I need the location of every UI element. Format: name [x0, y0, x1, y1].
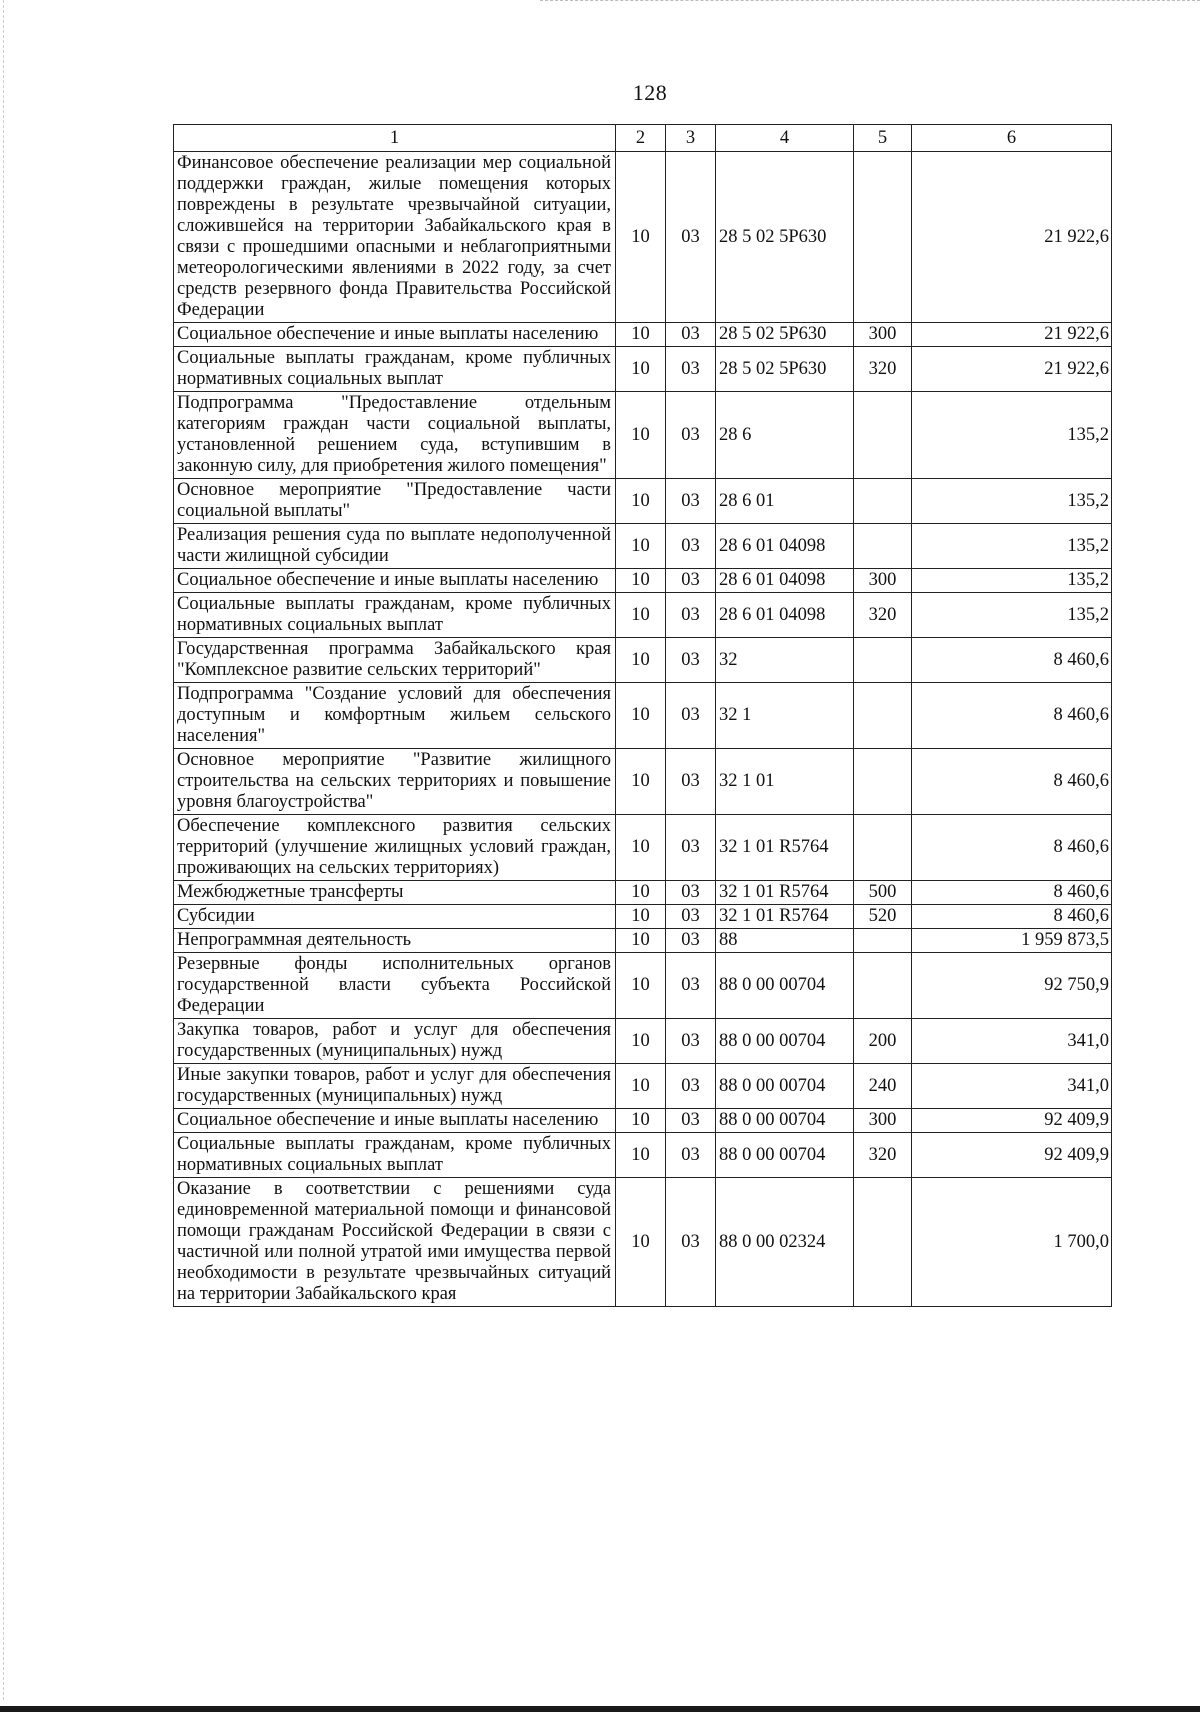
table-row [174, 638, 1112, 683]
row-name-cell: Финансовое обеспечение реализации мер социальной поддержки граждан, жилые помещения которых повреждены в результате чрезвычайной ситуации, сложившейся на территории Забайкальского края в связи с прошедшими опасными и неблагоприятными метеорологическими явлениями в 2022 году, за счет средств резервного фонда Правительства Российской Федерации [174, 152, 616, 323]
row-amount-cell: 8 460,6 [912, 905, 1112, 929]
row-expense-type-cell: 300 [854, 323, 912, 347]
table-row [174, 593, 1112, 638]
row-target-article-cell: 88 0 00 02324 [716, 1178, 854, 1307]
row-subsection-cell: 03 [666, 1064, 716, 1109]
row-expense-type-cell [854, 524, 912, 569]
row-name-cell: Социальные выплаты гражданам, кроме публичных нормативных социальных выплат [174, 1133, 616, 1178]
row-name-cell: Непрограммная деятельность [174, 929, 616, 953]
row-amount-cell: 92 409,9 [912, 1133, 1112, 1178]
row-name-cell: Обеспечение комплексного развития сельских территорий (улучшение жилищных условий граждан, проживающих на сельских территориях) [174, 815, 616, 881]
row-section-cell: 10 [616, 392, 666, 479]
row-amount-cell: 92 409,9 [912, 1109, 1112, 1133]
row-target-article-cell: 32 1 01 R5764 [716, 905, 854, 929]
table-row [174, 152, 1112, 323]
row-name-cell: Межбюджетные трансферты [174, 881, 616, 905]
row-target-article-cell: 28 5 02 5P630 [716, 152, 854, 323]
row-section-cell: 10 [616, 347, 666, 392]
header-cell-section: 2 [616, 125, 666, 152]
row-amount-cell: 341,0 [912, 1064, 1112, 1109]
table-row [174, 929, 1112, 953]
row-expense-type-cell: 300 [854, 1109, 912, 1133]
row-section-cell: 10 [616, 749, 666, 815]
row-expense-type-cell [854, 749, 912, 815]
row-target-article-cell: 88 0 00 00704 [716, 1109, 854, 1133]
row-target-article-cell: 28 5 02 5P630 [716, 323, 854, 347]
row-amount-cell: 135,2 [912, 479, 1112, 524]
row-amount-cell: 8 460,6 [912, 683, 1112, 749]
row-subsection-cell: 03 [666, 593, 716, 638]
header-cell-subsection: 3 [666, 125, 716, 152]
budget-table [173, 124, 1112, 1307]
table-row [174, 1019, 1112, 1064]
row-expense-type-cell: 320 [854, 593, 912, 638]
row-name-cell: Реализация решения суда по выплате недополученной части жилищной субсидии [174, 524, 616, 569]
row-section-cell: 10 [616, 815, 666, 881]
row-subsection-cell: 03 [666, 1019, 716, 1064]
row-amount-cell: 92 750,9 [912, 953, 1112, 1019]
row-expense-type-cell: 240 [854, 1064, 912, 1109]
row-subsection-cell: 03 [666, 638, 716, 683]
table-header-row [174, 125, 1112, 152]
row-expense-type-cell [854, 929, 912, 953]
row-section-cell: 10 [616, 569, 666, 593]
row-target-article-cell: 28 6 01 04098 [716, 593, 854, 638]
row-section-cell: 10 [616, 953, 666, 1019]
row-subsection-cell: 03 [666, 1109, 716, 1133]
row-amount-cell: 1 959 873,5 [912, 929, 1112, 953]
table-body [174, 152, 1112, 1307]
row-expense-type-cell: 500 [854, 881, 912, 905]
row-subsection-cell: 03 [666, 749, 716, 815]
row-subsection-cell: 03 [666, 1178, 716, 1307]
row-section-cell: 10 [616, 1109, 666, 1133]
row-subsection-cell: 03 [666, 683, 716, 749]
row-amount-cell: 8 460,6 [912, 749, 1112, 815]
row-name-cell: Социальные выплаты гражданам, кроме публичных нормативных социальных выплат [174, 347, 616, 392]
table-row [174, 479, 1112, 524]
table-row [174, 749, 1112, 815]
row-amount-cell: 8 460,6 [912, 815, 1112, 881]
row-amount-cell: 135,2 [912, 593, 1112, 638]
row-subsection-cell: 03 [666, 929, 716, 953]
header-cell-target-article: 4 [716, 125, 854, 152]
scan-bottom-edge [0, 1706, 1200, 1712]
row-section-cell: 10 [616, 881, 666, 905]
row-expense-type-cell [854, 152, 912, 323]
row-name-cell: Социальное обеспечение и иные выплаты населению [174, 323, 616, 347]
row-name-cell: Государственная программа Забайкальского края "Комплексное развитие сельских территорий" [174, 638, 616, 683]
row-expense-type-cell: 200 [854, 1019, 912, 1064]
table-row [174, 815, 1112, 881]
row-subsection-cell: 03 [666, 1133, 716, 1178]
row-subsection-cell: 03 [666, 905, 716, 929]
row-section-cell: 10 [616, 593, 666, 638]
row-section-cell: 10 [616, 1064, 666, 1109]
row-expense-type-cell [854, 392, 912, 479]
header-cell-expense-type: 5 [854, 125, 912, 152]
row-target-article-cell: 88 0 00 00704 [716, 1133, 854, 1178]
row-subsection-cell: 03 [666, 479, 716, 524]
row-target-article-cell: 28 5 02 5P630 [716, 347, 854, 392]
row-name-cell: Основное мероприятие "Развитие жилищного строительства на сельских территориях и повышение уровня благоустройства" [174, 749, 616, 815]
row-name-cell: Социальные выплаты гражданам, кроме публичных нормативных социальных выплат [174, 593, 616, 638]
row-section-cell: 10 [616, 524, 666, 569]
row-section-cell: 10 [616, 638, 666, 683]
table-row [174, 392, 1112, 479]
row-target-article-cell: 28 6 01 04098 [716, 524, 854, 569]
row-amount-cell: 135,2 [912, 569, 1112, 593]
row-section-cell: 10 [616, 929, 666, 953]
row-expense-type-cell [854, 479, 912, 524]
row-name-cell: Социальное обеспечение и иные выплаты населению [174, 1109, 616, 1133]
row-amount-cell: 135,2 [912, 392, 1112, 479]
row-amount-cell: 21 922,6 [912, 347, 1112, 392]
header-cell-name: 1 [174, 125, 616, 152]
table-row [174, 347, 1112, 392]
row-subsection-cell: 03 [666, 347, 716, 392]
table-row [174, 683, 1112, 749]
row-name-cell: Субсидии [174, 905, 616, 929]
row-target-article-cell: 88 0 00 00704 [716, 953, 854, 1019]
row-amount-cell: 341,0 [912, 1019, 1112, 1064]
table-row [174, 1133, 1112, 1178]
row-section-cell: 10 [616, 323, 666, 347]
row-amount-cell: 135,2 [912, 524, 1112, 569]
row-subsection-cell: 03 [666, 392, 716, 479]
row-expense-type-cell [854, 815, 912, 881]
row-name-cell: Основное мероприятие "Предоставление части социальной выплаты" [174, 479, 616, 524]
row-expense-type-cell: 520 [854, 905, 912, 929]
row-target-article-cell: 32 1 01 R5764 [716, 881, 854, 905]
row-expense-type-cell [854, 1178, 912, 1307]
row-amount-cell: 8 460,6 [912, 638, 1112, 683]
row-target-article-cell: 32 1 01 R5764 [716, 815, 854, 881]
row-expense-type-cell [854, 683, 912, 749]
row-subsection-cell: 03 [666, 569, 716, 593]
row-name-cell: Подпрограмма "Создание условий для обеспечения доступным и комфортным жильем сельского населения" [174, 683, 616, 749]
row-amount-cell: 21 922,6 [912, 323, 1112, 347]
row-name-cell: Оказание в соответствии с решениями суда единовременной материальной помощи и финансовой помощи гражданам Российской Федерации в связи с частичной или полной утратой ими имущества первой необходимости в результате чрезвычайных ситуаций на территории Забайкальского края [174, 1178, 616, 1307]
row-section-cell: 10 [616, 479, 666, 524]
row-subsection-cell: 03 [666, 152, 716, 323]
row-subsection-cell: 03 [666, 323, 716, 347]
row-section-cell: 10 [616, 683, 666, 749]
row-expense-type-cell: 300 [854, 569, 912, 593]
table-row [174, 905, 1112, 929]
row-amount-cell: 21 922,6 [912, 152, 1112, 323]
row-subsection-cell: 03 [666, 953, 716, 1019]
row-subsection-cell: 03 [666, 815, 716, 881]
scan-left-edge [3, 0, 4, 1700]
row-name-cell: Резервные фонды исполнительных органов государственной власти субъекта Российской Федерации [174, 953, 616, 1019]
table-row [174, 323, 1112, 347]
scan-top-edge [540, 0, 1200, 1]
row-target-article-cell: 32 1 [716, 683, 854, 749]
row-section-cell: 10 [616, 1019, 666, 1064]
table-row [174, 1178, 1112, 1307]
page-number: 128 [632, 80, 668, 105]
table-row [174, 569, 1112, 593]
row-name-cell: Подпрограмма "Предоставление отдельным категориям граждан части социальной выплаты, установленной решением суда, вступившим в законную силу, для приобретения жилого помещения" [174, 392, 616, 479]
row-name-cell: Социальное обеспечение и иные выплаты населению [174, 569, 616, 593]
row-target-article-cell: 32 1 01 [716, 749, 854, 815]
header-cell-amount: 6 [912, 125, 1112, 152]
row-target-article-cell: 32 [716, 638, 854, 683]
row-expense-type-cell: 320 [854, 1133, 912, 1178]
row-section-cell: 10 [616, 1133, 666, 1178]
row-target-article-cell: 28 6 [716, 392, 854, 479]
row-section-cell: 10 [616, 1178, 666, 1307]
row-subsection-cell: 03 [666, 524, 716, 569]
row-target-article-cell: 88 0 00 00704 [716, 1019, 854, 1064]
table-row [174, 1064, 1112, 1109]
row-expense-type-cell [854, 953, 912, 1019]
table-row [174, 1109, 1112, 1133]
row-amount-cell: 1 700,0 [912, 1178, 1112, 1307]
row-expense-type-cell: 320 [854, 347, 912, 392]
row-name-cell: Закупка товаров, работ и услуг для обеспечения государственных (муниципальных) нужд [174, 1019, 616, 1064]
row-section-cell: 10 [616, 905, 666, 929]
row-target-article-cell: 88 0 00 00704 [716, 1064, 854, 1109]
row-target-article-cell: 28 6 01 04098 [716, 569, 854, 593]
row-expense-type-cell [854, 638, 912, 683]
row-target-article-cell: 88 [716, 929, 854, 953]
row-target-article-cell: 28 6 01 [716, 479, 854, 524]
row-section-cell: 10 [616, 152, 666, 323]
table-row [174, 953, 1112, 1019]
row-amount-cell: 8 460,6 [912, 881, 1112, 905]
row-subsection-cell: 03 [666, 881, 716, 905]
table-row [174, 524, 1112, 569]
row-name-cell: Иные закупки товаров, работ и услуг для обеспечения государственных (муниципальных) нужд [174, 1064, 616, 1109]
table-row [174, 881, 1112, 905]
